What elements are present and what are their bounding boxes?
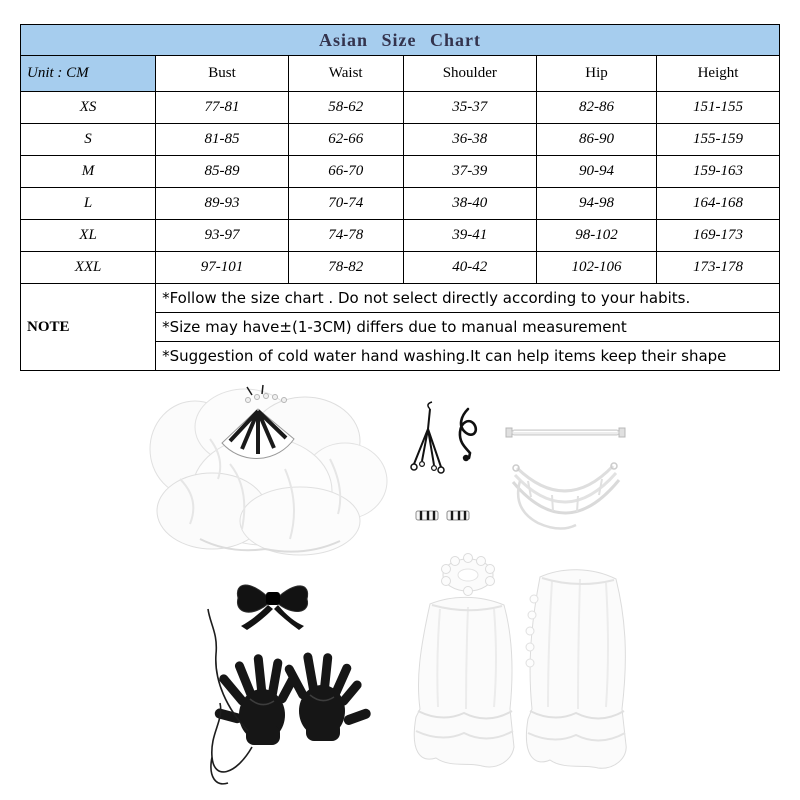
treble-clef-charm-image [460, 409, 476, 461]
bust-value: 81-85 [156, 124, 289, 156]
height-value: 173-178 [657, 252, 780, 284]
size-row-m [21, 156, 780, 188]
shoulder-value: 35-37 [403, 92, 537, 124]
hip-value: 94-98 [537, 188, 657, 220]
note-text-2: *Size may have±(1-3CM) differs due to manual measurement [156, 313, 780, 342]
height-value: 169-173 [657, 220, 780, 252]
hair-rod-image [506, 428, 625, 437]
size-row-xxl [21, 252, 780, 284]
shoulder-value: 40-42 [403, 252, 537, 284]
size-label: XL [21, 220, 156, 252]
column-header-hip: Hip [537, 56, 657, 92]
bust-value: 93-97 [156, 220, 289, 252]
white-sleeve-right-image [526, 570, 626, 768]
column-header-height: Height [657, 56, 780, 92]
size-row-xl [21, 220, 780, 252]
waist-value: 62-66 [288, 124, 403, 156]
black-gloves-image [214, 652, 373, 745]
white-neck-harness-image [513, 463, 619, 529]
bust-value: 77-81 [156, 92, 289, 124]
header-row [21, 56, 780, 92]
height-value: 159-163 [657, 156, 780, 188]
white-ruffled-dress-image [150, 389, 387, 555]
white-headpiece-image [442, 554, 495, 596]
height-value: 155-159 [657, 124, 780, 156]
shoulder-value: 39-41 [403, 220, 537, 252]
size-label: XXL [21, 252, 156, 284]
size-label: M [21, 156, 156, 188]
product-photo-section [0, 379, 800, 800]
hip-value: 86-90 [537, 124, 657, 156]
bust-value: 89-93 [156, 188, 289, 220]
hip-value: 102-106 [537, 252, 657, 284]
size-row-xs [21, 92, 780, 124]
size-row-l [21, 188, 780, 220]
waist-value: 66-70 [288, 156, 403, 188]
size-chart-table [20, 55, 780, 371]
shoulder-value: 37-39 [403, 156, 537, 188]
hanging-strap-charm-image [411, 402, 444, 473]
note-heading: NOTE [21, 284, 156, 371]
note-text-3: *Suggestion of cold water hand washing.It can help items keep their shape [156, 342, 780, 371]
size-label: XS [21, 92, 156, 124]
shoulder-value: 38-40 [403, 188, 537, 220]
size-chart-title: Asian Size Chart [20, 24, 780, 55]
striped-clips-image [416, 511, 469, 520]
glove-cord-image [208, 609, 252, 784]
waist-value: 70-74 [288, 188, 403, 220]
column-header-bust: Bust [156, 56, 289, 92]
height-value: 164-168 [657, 188, 780, 220]
hip-value: 90-94 [537, 156, 657, 188]
size-label: L [21, 188, 156, 220]
waist-value: 78-82 [288, 252, 403, 284]
waist-value: 74-78 [288, 220, 403, 252]
note-text-1: *Follow the size chart . Do not select directly according to your habits. [156, 284, 780, 313]
bust-value: 97-101 [156, 252, 289, 284]
costume-parts-photo [0, 379, 800, 800]
hip-value: 98-102 [537, 220, 657, 252]
shoulder-value: 36-38 [403, 124, 537, 156]
white-sleeve-left-image [414, 597, 514, 767]
size-chart-section [20, 24, 780, 371]
size-row-s [21, 124, 780, 156]
black-bow-choker-image [237, 585, 307, 630]
column-header-shoulder: Shoulder [403, 56, 537, 92]
column-header-waist: Waist [288, 56, 403, 92]
unit-label: Unit : CM [21, 56, 156, 92]
size-label: S [21, 124, 156, 156]
height-value: 151-155 [657, 92, 780, 124]
waist-value: 58-62 [288, 92, 403, 124]
note-row [21, 284, 780, 313]
hip-value: 82-86 [537, 92, 657, 124]
bust-value: 85-89 [156, 156, 289, 188]
